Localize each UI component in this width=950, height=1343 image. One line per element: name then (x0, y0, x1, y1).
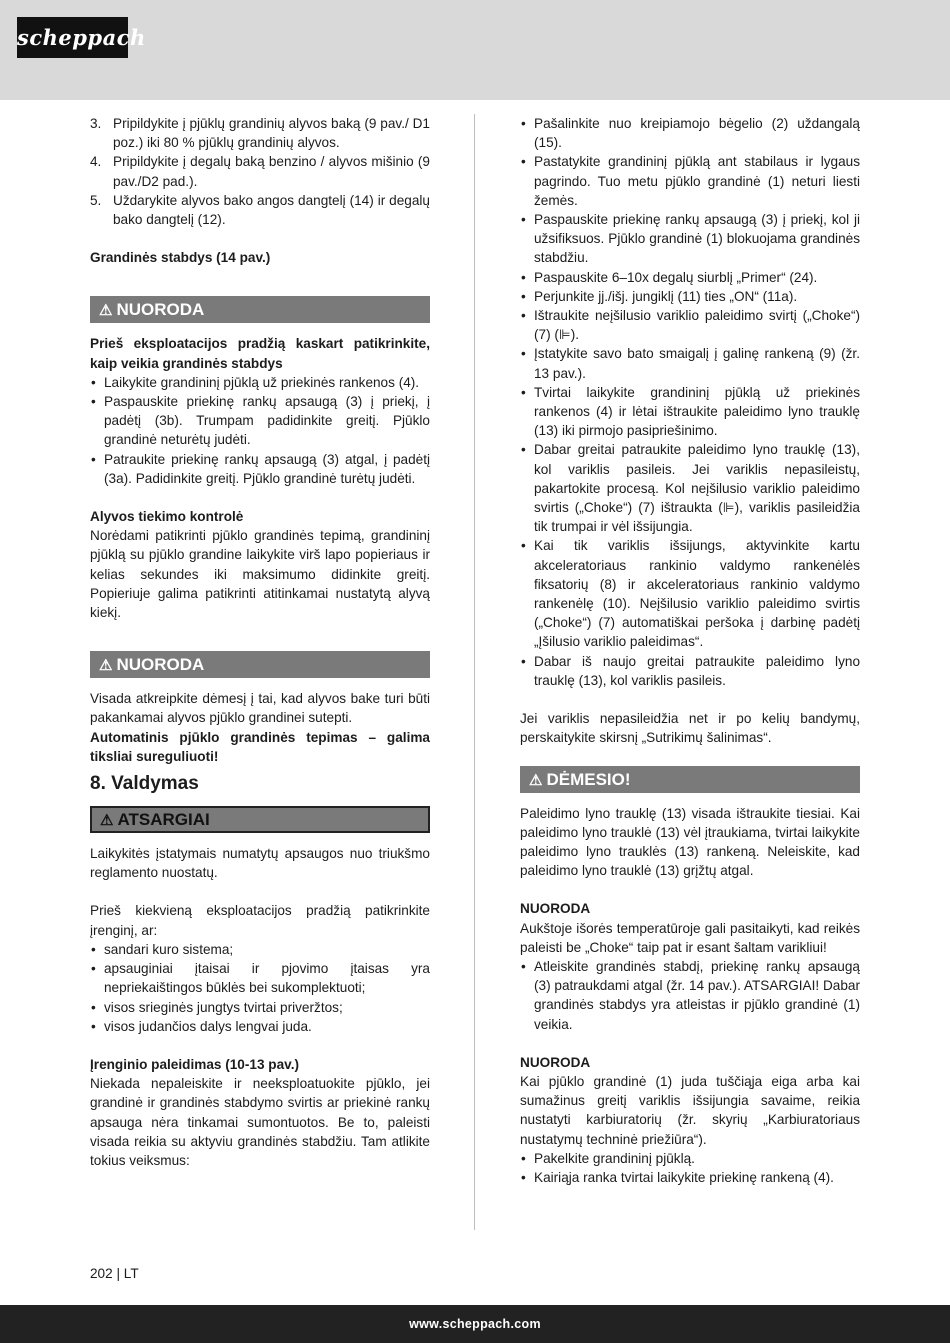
warning-icon: ⚠ (100, 812, 114, 830)
list-item: • Pašalinkite nuo kreipiamojo bėgelio (2) uždangalą (15). (520, 114, 860, 152)
oil-supply-text: Norėdami patikrinti pjūklo grandinės tepimą, grandininį pjūklą su pjūklo grandine laikykite virš lapo popieriaus ir kelias sekundes iki maksimumo didinkite greitį. Popieriuje galima patikrinti atitinkamai nustatytą alyvą kiekį. (90, 528, 430, 621)
list-item: • Paspauskite 6–10x degalų siurblį „Primer“ (24). (520, 268, 860, 287)
caution-banner: ⚠ ATSARGIAI (90, 806, 430, 833)
list-item: 3. Pripildykite į pjūklų grandinių alyvos baką (9 pav./ D1 poz.) iki 80 % pjūklų grandinių alyvos. (90, 116, 430, 151)
start-steps-list (520, 114, 860, 690)
list-item: • Patraukite priekinę rankų apsaugą (3) atgal, į padėtį (3a). Padidinkite greitį. Pjūklo grandinė turėtų judėti. (90, 450, 430, 488)
note-bold-text: Prieš eksploatacijos pradžią kaskart patikrinkite, kaip veikia grandinės stabdys (90, 336, 430, 371)
list-item: • Įstatykite savo bato smaigalį į galinę rankeną (9) (žr. 13 pav.). (520, 344, 860, 382)
note-list (520, 1149, 860, 1187)
list-item: • Dabar greitai patraukite paleidimo lyno trauklę (13), kol variklis pasileis. Jei variklis nepasileistų, pakartokite procesą. Kol neįšilusio variklio paleidimo svirtis („Choke“) (7) ištraukta (⊫), variklis pasileidžia tik trumpai ir vėl išsijungia. (520, 440, 860, 536)
warning-icon: ⚠ (529, 771, 543, 789)
list-item: • Dabar iš naujo greitai patraukite paleidimo lyno trauklę (13), kol variklis pasileis. (520, 652, 860, 690)
list-item: • sandari kuro sistema; (90, 940, 430, 959)
page-footer (0, 1305, 950, 1343)
list-item: • apsauginiai įtaisai ir pjovimo įtaisas yra nepriekaištingos būklės bei sukomplektuoti; (90, 959, 430, 997)
chain-brake-check-list (90, 373, 430, 488)
chain-brake-heading: Grandinės stabdys (14 pav.) (90, 250, 271, 266)
note-heading: NUORODA (520, 1054, 591, 1070)
fill-steps-list (90, 114, 430, 229)
list-item: • Laikykite grandininį pjūklą už priekinės rankenos (4). (90, 373, 430, 392)
note-text: Kai pjūklo grandinė (1) juda tuščiąja eiga arba kai sumažinus greitį variklis išsijungia savaime, reikia nustatyti karbiuratorių (žr. skyrių „Karbiuratoriaus nustatymų techninė priežiūra“). (520, 1073, 860, 1147)
list-item: • Kai tik variklis išsijungs, aktyvinkite kartu akceleratoriaus rankinio valdymo rankenėlės fiksatorių (8) ir akceleratoriaus rankinio valdymo rankenėlę (10). Neįšilusio variklio paleidimo svirtis („Choke“) (7) automatiškai peršoka į darbinę padėtį „Įšilusio variklio paleidimas“. (520, 536, 860, 651)
list-item: • Pakelkite grandininį pjūklą. (520, 1149, 860, 1168)
list-item: • Atleiskite grandinės stabdį, priekinę rankų apsaugą (3) patraukdami atgal (žr. 14 pav.). ATSARGIAI! Dabar grandinės stabdys yra atleistas ir pjūklo grandinė (1) veikia. (520, 957, 860, 1034)
list-item: • Perjunkite jj./išj. jungiklį (11) ties „ON“ (11a). (520, 287, 860, 306)
list-item: • Paspauskite priekinę rankų apsaugą (3) į priekį, kol ji užsifiksuos. Pjūklo grandinė (1) blokuojama grandinės stabdžiu. (520, 210, 860, 268)
section-title: 8. Valdymas (90, 773, 199, 795)
warning-icon: ⚠ (99, 302, 113, 320)
list-item: • Paspauskite priekinę rankų apsaugą (3) į priekį, į padėtį (3b). Trumpam padidinkite greitį. Pjūklo grandinė neturėtų judėti. (90, 392, 430, 450)
device-check-list (90, 940, 430, 1036)
column-divider (474, 114, 475, 1230)
list-item: 5. Uždarykite alyvos bako angos dangtelį (14) ir degalų bako dangtelį (12). (90, 192, 430, 228)
note-banner: ⚠ NUORODA (90, 651, 430, 678)
start-text: Niekada nepaleiskite ir neeksploatuokite pjūklo, jei grandinė ir grandinės stabdymo svirtis ar priekinė rankų apsauga nėra tinkamai sumontuotos. Be to, paleisti visada reikia su aktyviu grandinės stabdžiu. Tam atlikite tokius veiksmus: (90, 1076, 430, 1168)
retry-text: Jei variklis nepasileidžia net ir po kelių bandymų, perskaitykite skirsnį „Sutrikimų šalinimas“. (520, 711, 860, 746)
note-text: Aukštoje išorės temperatūroje gali pasitaikyti, kad reikės paleisti be „Choke“ taip pat ir esant šaltam varikliui! (520, 920, 860, 955)
attention-text: Paleidimo lyno trauklę (13) visada ištraukite tiesiai. Kai paleidimo lyno trauklė (13) vėl įtraukiama, tvirtai laikykite paleidimo lyno trauklės (13) rankeną. Neleiskite, kad paleidimo lyno trauklė (13) grįžtų atgal. (520, 805, 860, 879)
list-item: • Pastatykite grandininį pjūklą ant stabilaus ir lygaus pagrindo. Tuo metu pjūklo grandinė (1) neturi liesti žemės. (520, 152, 860, 210)
note-bold-text: Automatinis pjūklo grandinės tepimas – galima tiksliai sureguliuoti! (90, 729, 430, 764)
scheppach-logo: scheppach (17, 17, 128, 58)
note-banner: ⚠ NUORODA (90, 296, 430, 323)
right-column (520, 114, 860, 1187)
note-heading: NUORODA (520, 901, 591, 917)
list-item: • visos srieginės jungtys tvirtai priveržtos; (90, 998, 430, 1017)
page-number: 202 | LT (90, 1266, 139, 1281)
list-item: • visos judančios dalys lengvai juda. (90, 1017, 430, 1036)
warning-icon: ⚠ (99, 657, 113, 675)
website-link[interactable]: www.scheppach.com (409, 1317, 541, 1331)
note-list (520, 957, 860, 1034)
left-column (90, 114, 430, 1170)
list-item: 4. Pripildykite į degalų baką benzino / alyvos mišinio (9 pav./D2 pad.). (90, 154, 430, 189)
check-intro-text: Prieš kiekvieną eksploatacijos pradžią patikrinkite įrenginį, ar: (90, 903, 430, 938)
caution-text: Laikykitės įstatymais numatytų apsaugos nuo triukšmo reglamento nuostatų. (90, 846, 430, 881)
page-header (0, 0, 950, 100)
list-item: • Tvirtai laikykite grandininį pjūklą už priekinės rankenos (4) ir lėtai ištraukite paleidimo lyno trauklę (13) iki pirmojo pasipriešinimo. (520, 383, 860, 441)
list-item: • Kairiąja ranka tvirtai laikykite priekinę rankeną (4). (520, 1168, 860, 1187)
start-heading: Įrenginio paleidimas (10-13 pav.) (90, 1056, 300, 1072)
attention-banner: ⚠ DĖMESIO! (520, 766, 860, 793)
note-text: Visada atkreipkite dėmesį į tai, kad alyvos bake turi būti pakankamai alyvos pjūklo grandinei sutepti. (90, 691, 430, 726)
list-item: • Ištraukite neįšilusio variklio paleidimo svirtį („Choke“) (7) (⊫). (520, 306, 860, 344)
oil-supply-heading: Alyvos tiekimo kontrolė (90, 509, 244, 525)
